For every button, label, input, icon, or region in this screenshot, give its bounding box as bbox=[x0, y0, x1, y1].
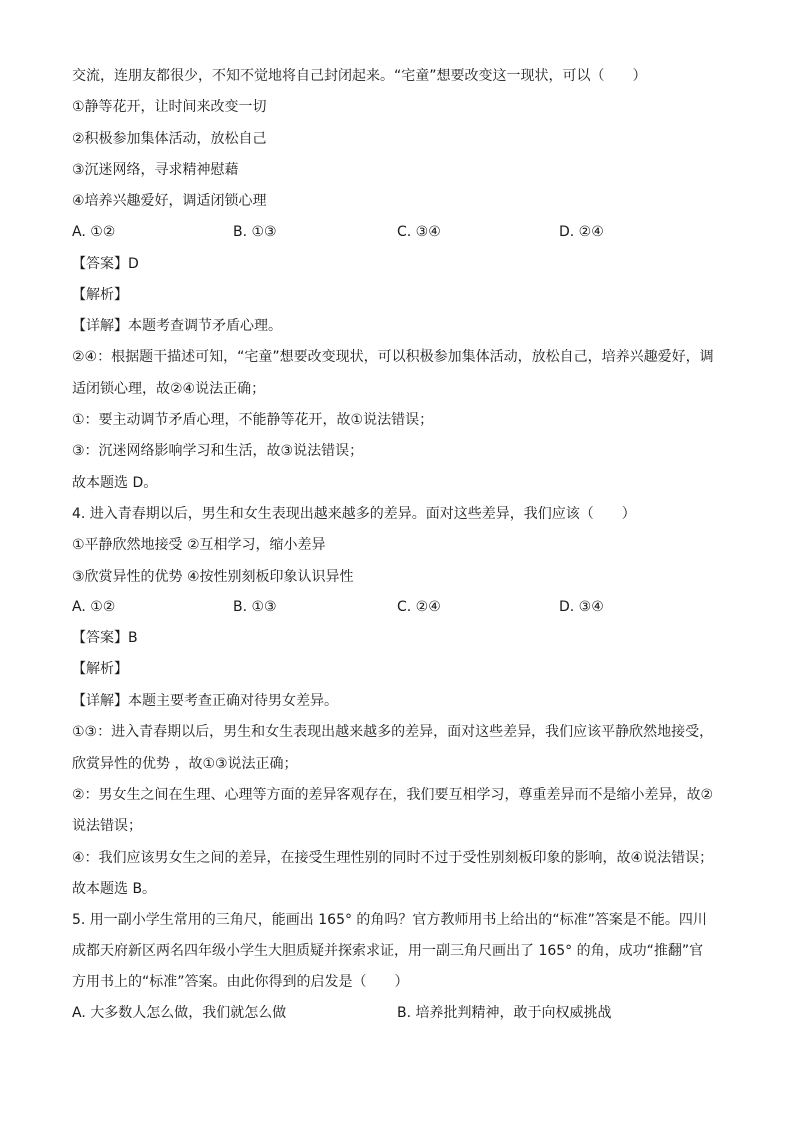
q3-explanation-1b: 适闭锁心理，故②④说法正确； bbox=[72, 381, 266, 397]
q4-option-b: B. ①③ bbox=[233, 599, 277, 615]
q4-explanation-3: ④：我们应该男女生之间的差异，在接受生理性别的同时不过于受性别刻板印象的影响，故④说法错误； bbox=[72, 850, 714, 866]
q4-stem: 4. 进入青春期以后，男生和女生表现出越来越多的差异。面对这些差异，我们应该（ ） bbox=[72, 506, 636, 522]
q5-stem-1: 5. 用一副小学生常用的三角尺，能画出 165° 的角吗？官方教师用书上给出的“标准”答案是不能。四川 bbox=[72, 912, 707, 928]
q5-option-a: A. 大多数人怎么做，我们就怎么做 bbox=[72, 1005, 287, 1021]
q5-stem-3: 方用书上的“标准”答案。由此你得到的启发是（ ） bbox=[72, 974, 409, 990]
q3-detail: 【详解】本题考查调节矛盾心理。 bbox=[72, 318, 282, 334]
q3-option-b: B. ①③ bbox=[233, 224, 277, 240]
q4-analysis-label: 【解析】 bbox=[72, 661, 128, 677]
q3-analysis-label: 【解析】 bbox=[72, 287, 128, 303]
q5-option-b: B. 培养批判精神，敢于向权威挑战 bbox=[397, 1005, 612, 1021]
q5-stem-2: 成都天府新区两名四年级小学生大胆质疑并探索求证，用一副三角尺画出了 165° 的角，成功“推翻”官 bbox=[72, 943, 704, 959]
q4-items-2: ③欣赏异性的优势 ④按性别刻板印象认识异性 bbox=[72, 569, 354, 585]
q4-explanation-2b: 说法错误； bbox=[72, 818, 142, 834]
q4-detail: 【详解】本题主要考查正确对待男女差异。 bbox=[72, 693, 338, 709]
q4-explanation-2a: ②：男女生之间在生理、心理等方面的差异客观存在，我们要互相学习，尊重差异而不是缩小差异，故② bbox=[72, 787, 714, 803]
q3-item-3: ③沉迷网络，寻求精神慰藉 bbox=[72, 162, 239, 178]
q3-explanation-2: ①：要主动调节矛盾心理，不能静等花开，故①说法错误； bbox=[72, 412, 434, 428]
q4-explanation-1a: ①③：进入青春期以后，男生和女生表现出越来越多的差异，面对这些差异，我们应该平静欣然地接受， bbox=[72, 724, 714, 740]
q4-conclusion: 故本题选 B。 bbox=[72, 881, 157, 897]
q3-stem: 交流，连朋友都很少，不知不觉地将自己封闭起来。“宅童”想要改变这一现状，可以（ ） bbox=[72, 68, 647, 84]
q3-item-2: ②积极参加集体活动，放松自己 bbox=[72, 131, 267, 147]
q3-explanation-1a: ②④：根据题干描述可知，“宅童”想要改变现状，可以积极参加集体活动，放松自己，培养兴趣爱好，调 bbox=[72, 349, 714, 365]
q3-option-a: A. ①② bbox=[72, 224, 116, 240]
q3-conclusion: 故本题选 D。 bbox=[72, 475, 158, 491]
q4-answer: 【答案】B bbox=[72, 630, 138, 646]
q3-answer: 【答案】D bbox=[72, 256, 139, 272]
q4-option-c: C. ②④ bbox=[397, 599, 441, 615]
q3-option-c: C. ③④ bbox=[397, 224, 441, 240]
q4-option-a: A. ①② bbox=[72, 599, 116, 615]
q3-item-1: ①静等花开，让时间来改变一切 bbox=[72, 99, 267, 115]
q3-option-d: D. ②④ bbox=[559, 224, 604, 240]
q4-option-d: D. ③④ bbox=[559, 599, 604, 615]
q4-explanation-1b: 欣赏异性的优势 ，故①③说法正确； bbox=[72, 756, 298, 772]
q3-item-4: ④培养兴趣爱好，调适闭锁心理 bbox=[72, 193, 267, 209]
q3-explanation-3: ③：沉迷网络影响学习和生活，故③说法错误； bbox=[72, 443, 364, 459]
q4-items-1: ①平静欣然地接受 ②互相学习，缩小差异 bbox=[72, 537, 326, 553]
